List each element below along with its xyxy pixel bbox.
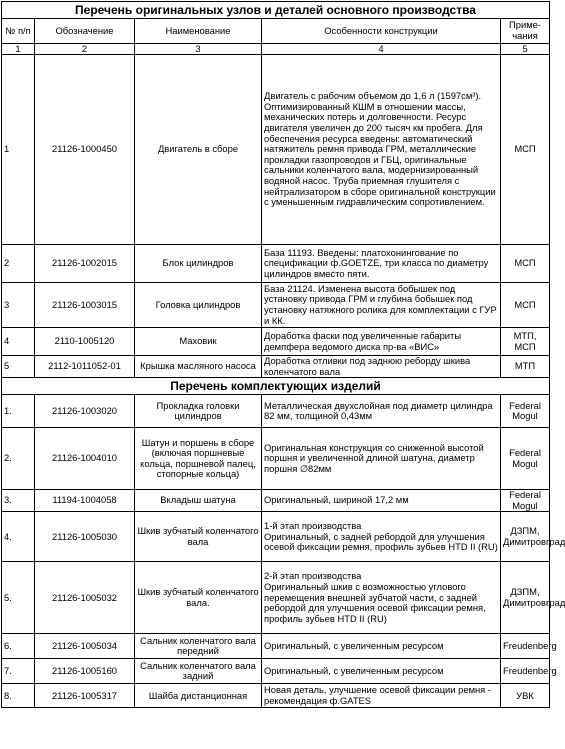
- row-features: Оригинальный, шириной 17,2 мм: [262, 490, 501, 512]
- row-features: 1-й этап производства Оригинальный, с задней ребордой для улучшения осевой фиксации ремня, профиль зубьев HTD II (RU): [262, 512, 501, 562]
- row-features: Доработка отливки под заднюю реборду шкива коленчатого вала: [262, 356, 501, 378]
- row-name: Сальник коленчатого вала задний: [135, 659, 262, 684]
- row-designation: 21126-1005317: [35, 684, 135, 708]
- row-notes: МСП: [501, 55, 550, 245]
- table-row: [2, 395, 550, 428]
- row-name: Шкив зубчатый коленчатого вала: [135, 512, 262, 562]
- table-row: [2, 659, 550, 684]
- parts-table: [1, 1, 565, 708]
- column-number: 4: [262, 44, 501, 55]
- table-row: [2, 283, 550, 328]
- row-number: 6.: [2, 634, 35, 659]
- row-designation: 21126-1005032: [35, 562, 135, 634]
- section-title-components: Перечень комплектующих изделий: [2, 378, 550, 395]
- row-features: Оригинальный, с увеличенным ресурсом: [262, 659, 501, 684]
- row-designation: 21126-1002015: [35, 245, 135, 283]
- row-designation: 21126-1003020: [35, 395, 135, 428]
- row-features: Двигатель с рабочим объемом до 1,6 л (1597см³). Оптимизированный КШМ в отношении массы, механических потерь и долговечности. Ресурс двигателя увеличен до 200 тысяч км пробега. Для обеспечения ресурса введены: автоматический натяжитель ремня привода ГРМ, металлические прокладки газопроводов и ГБЦ, оригинальные сальники коленчатого вала, модернизированный водяной насос. Труба приемная глушителя с нейтрализатором в сборе оригинальной конструкции с уменьшенным гидравлическим сопротивлением.: [262, 55, 501, 245]
- table-row: [2, 562, 550, 634]
- row-number: 3.: [2, 490, 35, 512]
- row-name: Маховик: [135, 328, 262, 356]
- row-notes: Federal Mogul: [501, 490, 550, 512]
- header-designation: Обозначение: [35, 19, 135, 44]
- row-notes: МСП: [501, 283, 550, 328]
- table-row: [2, 428, 550, 490]
- row-features: Оригинальный, с увеличенным ресурсом: [262, 634, 501, 659]
- row-designation: 21126-1004010: [35, 428, 135, 490]
- column-number: 3: [135, 44, 262, 55]
- row-name: Головка цилиндров: [135, 283, 262, 328]
- row-features: Доработка фаски под увеличенные габариты демпфера ведомого диска пр-ва «ВИС»: [262, 328, 501, 356]
- row-features: Новая деталь, улучшение осевой фиксации ремня - рекомендация ф.GATES: [262, 684, 501, 708]
- table-row: [2, 55, 550, 245]
- header-name: Наименование: [135, 19, 262, 44]
- row-designation: 2110-1005120: [35, 328, 135, 356]
- table-row: [2, 356, 550, 378]
- row-name: Прокладка головки цилиндров: [135, 395, 262, 428]
- row-number: 4.: [2, 512, 35, 562]
- section-title-original-parts: Перечень оригинальных узлов и деталей основного производства: [2, 2, 550, 19]
- row-features: База 11193. Введены: платохонингование по спецификации ф.GOETZE, три класса по диаметру цилиндров вместо пяти.: [262, 245, 501, 283]
- row-notes: ДЗПМ, Димитровград: [501, 512, 550, 562]
- row-designation: 21126-1003015: [35, 283, 135, 328]
- section-title-row: [2, 378, 550, 395]
- row-designation: 11194-1004058: [35, 490, 135, 512]
- header-row: [2, 19, 550, 44]
- column-number: 1: [2, 44, 35, 55]
- row-number: 5.: [2, 562, 35, 634]
- header-features: Особенности конструкции: [262, 19, 501, 44]
- row-notes: УВК: [501, 684, 550, 708]
- table-row: [2, 684, 550, 708]
- row-number: 2: [2, 245, 35, 283]
- row-notes: Freudenberg: [501, 659, 550, 684]
- row-name: Крышка масляного насоса: [135, 356, 262, 378]
- row-number: 8.: [2, 684, 35, 708]
- row-features: Металлическая двухслойная под диаметр цилиндра 82 мм, толщиной 0,43мм: [262, 395, 501, 428]
- row-number: 1.: [2, 395, 35, 428]
- row-notes: Federal Mogul: [501, 395, 550, 428]
- row-name: Шайба дистанционная: [135, 684, 262, 708]
- row-notes: МТП, МСП: [501, 328, 550, 356]
- row-designation: 21126-1000450: [35, 55, 135, 245]
- row-number: 3: [2, 283, 35, 328]
- row-notes: Federal Mogul: [501, 428, 550, 490]
- row-number: 1: [2, 55, 35, 245]
- table-row: [2, 245, 550, 283]
- row-features: База 21124. Изменена высота бобышек под установку привода ГРМ и глубина бобышек под установку натяжного ролика для комплектации с ГУР и КК.: [262, 283, 501, 328]
- row-notes: МСП: [501, 245, 550, 283]
- table-row: [2, 512, 550, 562]
- header-notes: Приме-чания: [501, 19, 550, 44]
- table-row: [2, 634, 550, 659]
- row-designation: 21126-1005160: [35, 659, 135, 684]
- table-row: [2, 490, 550, 512]
- row-number: 5: [2, 356, 35, 378]
- row-name: Двигатель в сборе: [135, 55, 262, 245]
- row-name: Блок цилиндров: [135, 245, 262, 283]
- row-name: Шкив зубчатый коленчатого вала.: [135, 562, 262, 634]
- row-number: 7.: [2, 659, 35, 684]
- table-row: [2, 328, 550, 356]
- row-features: 2-й этап производства Оригинальный шкив с возможностью углового перемещения внешней зубчатой части, с задней ребордой для улучшения осевой фиксации ремня, профиль зубьев HTD II (RU): [262, 562, 501, 634]
- row-designation: 21126-1005034: [35, 634, 135, 659]
- row-designation: 21126-1005030: [35, 512, 135, 562]
- row-name: Вкладыш шатуна: [135, 490, 262, 512]
- header-num: № п/п: [2, 19, 35, 44]
- row-notes: Freudenberg: [501, 634, 550, 659]
- column-number: 5: [501, 44, 550, 55]
- column-number: 2: [35, 44, 135, 55]
- row-notes: МТП: [501, 356, 550, 378]
- row-features: Оригинальная конструкция со сниженной высотой поршня и увеличенной длиной шатуна, диаметр поршня ∅82мм: [262, 428, 501, 490]
- row-designation: 2112-1011052-01: [35, 356, 135, 378]
- row-notes: ДЗПМ, Димитровград: [501, 562, 550, 634]
- row-number: 2.: [2, 428, 35, 490]
- row-name: Шатун и поршень в сборе (включая поршневые кольца, поршневой палец, стопорные кольца): [135, 428, 262, 490]
- row-name: Сальник коленчатого вала передний: [135, 634, 262, 659]
- row-number: 4: [2, 328, 35, 356]
- section-title-row: [2, 2, 550, 19]
- column-number-row: [2, 44, 550, 55]
